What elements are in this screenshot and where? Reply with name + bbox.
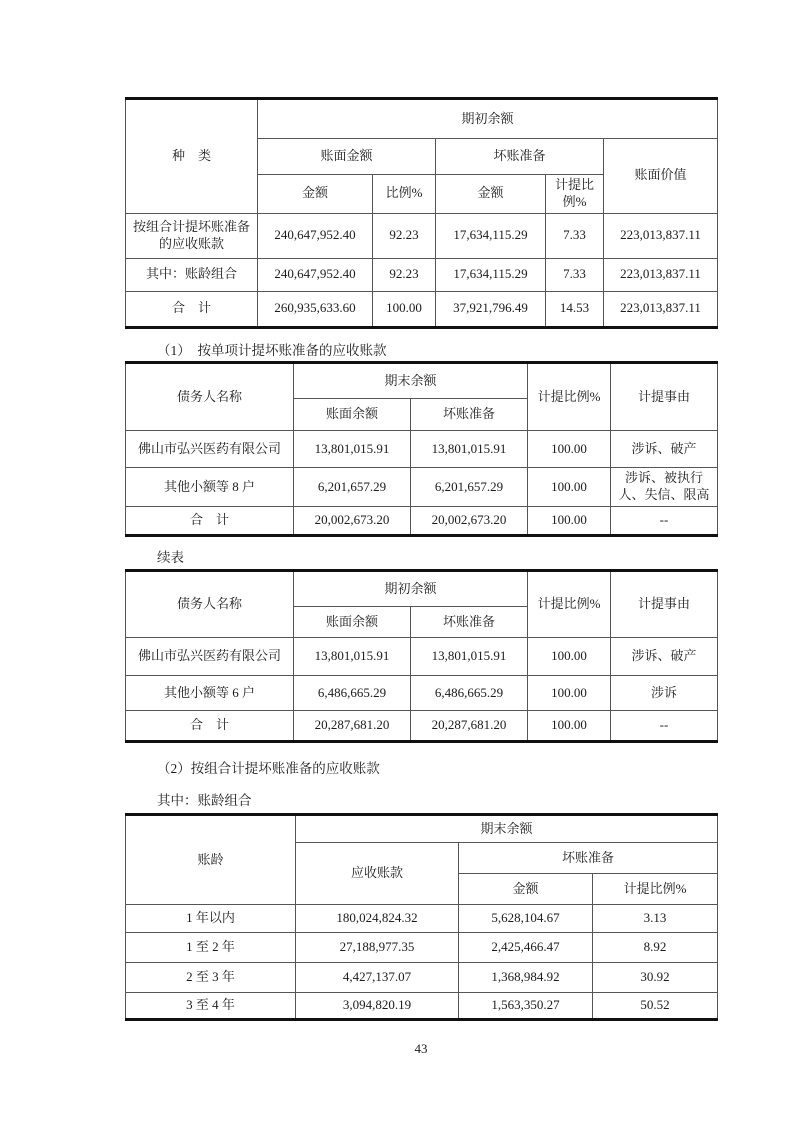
table-provision-summary: [125, 97, 718, 329]
cell-provision-ratio: 8.92: [593, 933, 718, 963]
cell-bad-debt: 6,201,657.29: [411, 468, 528, 507]
cell-bad-debt-amount: 37,921,796.49: [436, 291, 546, 327]
table-row: [126, 993, 718, 1020]
column-header-opening-balance: 期初余额: [258, 99, 718, 139]
cell-debtor: 佛山市弘兴医药有限公司: [126, 638, 294, 676]
caption-aging-portfolio: 其中：账龄组合: [157, 793, 252, 808]
cell-reason: 涉诉、被执行人、失信、限高: [611, 468, 718, 507]
cell-book-balance: 6,201,657.29: [294, 468, 411, 507]
cell-receivable: 180,024,824.32: [296, 905, 459, 933]
table-row: [126, 638, 718, 676]
cell-age: 1 年以内: [126, 905, 296, 933]
table-row: [126, 933, 718, 963]
cell-bad-debt-amount: 5,628,104.67: [459, 905, 593, 933]
cell-book-balance: 20,002,673.20: [294, 507, 411, 536]
column-header-debtor: 债务人名称: [126, 363, 294, 431]
cell-receivable: 3,094,820.19: [296, 993, 459, 1020]
column-header-book-amount: 账面金额: [258, 139, 436, 175]
page-number: 43: [414, 1041, 428, 1056]
table-header-row: [126, 571, 718, 607]
cell-bad-debt: 13,801,015.91: [411, 638, 528, 676]
cell-provision-ratio: 7.33: [546, 258, 604, 291]
column-header-book-balance: 账面余额: [294, 607, 411, 638]
column-header-book-balance: 账面余额: [294, 399, 411, 431]
table-total-row: [126, 291, 718, 327]
cell-bad-debt-amount: 2,425,466.47: [459, 933, 593, 963]
cell-debtor: 佛山市弘兴医药有限公司: [126, 431, 294, 468]
cell-bad-debt: 6,486,665.29: [411, 676, 528, 711]
cell-kind: 合 计: [126, 291, 258, 327]
cell-debtor: 合 计: [126, 711, 294, 742]
cell-book-balance: 13,801,015.91: [294, 638, 411, 676]
cell-book-value: 223,013,837.11: [604, 213, 718, 258]
column-header-age: 账龄: [126, 815, 296, 905]
cell-bad-debt: 20,287,681.20: [411, 711, 528, 742]
cell-provision-ratio: 100.00: [528, 468, 611, 507]
caption-continued-table: 续表: [157, 550, 184, 565]
column-header-reason: 计提事由: [611, 363, 718, 431]
column-header-reason: 计提事由: [611, 571, 718, 638]
cell-reason: 涉诉、破产: [611, 638, 718, 676]
cell-bad-debt: 13,801,015.91: [411, 431, 528, 468]
cell-age: 1 至 2 年: [126, 933, 296, 963]
column-header-provision-ratio: 计提比例%: [593, 874, 718, 905]
column-header-amount: 金额: [436, 175, 546, 214]
cell-provision-ratio: 30.92: [593, 963, 718, 993]
cell-book-value: 223,013,837.11: [604, 291, 718, 327]
cell-debtor: 其他小额等 8 户: [126, 468, 294, 507]
column-header-provision-ratio: 计提比例%: [528, 363, 611, 431]
column-header-provision-ratio: 计提比例%: [528, 571, 611, 638]
cell-bad-debt-amount: 1,368,984.92: [459, 963, 593, 993]
cell-amount: 240,647,952.40: [258, 258, 373, 291]
cell-provision-ratio: 7.33: [546, 213, 604, 258]
cell-provision-ratio: 100.00: [528, 711, 611, 742]
table-total-row: [126, 711, 718, 742]
table-row: [126, 258, 718, 291]
column-header-amount: 金额: [459, 874, 593, 905]
column-header-amount: 金额: [258, 175, 373, 214]
cell-receivable: 4,427,137.07: [296, 963, 459, 993]
cell-provision-ratio: 14.53: [546, 291, 604, 327]
cell-receivable: 27,188,977.35: [296, 933, 459, 963]
cell-bad-debt-amount: 17,634,115.29: [436, 213, 546, 258]
cell-bad-debt: 20,002,673.20: [411, 507, 528, 536]
cell-bad-debt-amount: 17,634,115.29: [436, 258, 546, 291]
table-row: [126, 963, 718, 993]
cell-book-value: 223,013,837.11: [604, 258, 718, 291]
column-header-kind: 种 类: [126, 99, 258, 214]
cell-reason: --: [611, 711, 718, 742]
table-header-row: [126, 815, 718, 843]
cell-provision-ratio: 100.00: [528, 431, 611, 468]
table-row: [126, 676, 718, 711]
cell-reason: --: [611, 507, 718, 536]
table-row: [126, 468, 718, 507]
cell-book-balance: 13,801,015.91: [294, 431, 411, 468]
column-header-bad-debt: 坏账准备: [411, 607, 528, 638]
cell-provision-ratio: 100.00: [528, 676, 611, 711]
table-total-row: [126, 507, 718, 536]
table-aging-provision: [125, 813, 718, 1021]
cell-ratio: 100.00: [373, 291, 436, 327]
cell-kind: 按组合计提坏账准备的应收账款: [126, 213, 258, 258]
column-header-closing-balance: 期末余额: [294, 363, 528, 399]
table-individual-provision: [125, 361, 718, 537]
table-row: [126, 431, 718, 468]
table-row: [126, 213, 718, 258]
cell-amount: 240,647,952.40: [258, 213, 373, 258]
cell-age: 3 至 4 年: [126, 993, 296, 1020]
column-header-bad-debt: 坏账准备: [436, 139, 604, 175]
cell-provision-ratio: 50.52: [593, 993, 718, 1020]
cell-provision-ratio: 100.00: [528, 638, 611, 676]
cell-book-balance: 20,287,681.20: [294, 711, 411, 742]
cell-ratio: 92.23: [373, 258, 436, 291]
cell-book-balance: 6,486,665.29: [294, 676, 411, 711]
cell-kind: 其中：账龄组合: [126, 258, 258, 291]
column-header-opening-balance: 期初余额: [294, 571, 528, 607]
cell-ratio: 92.23: [373, 213, 436, 258]
column-header-bad-debt: 坏账准备: [411, 399, 528, 431]
column-header-bad-debt: 坏账准备: [459, 843, 718, 874]
cell-reason: 涉诉: [611, 676, 718, 711]
cell-debtor: 其他小额等 6 户: [126, 676, 294, 711]
column-header-receivable: 应收账款: [296, 843, 459, 905]
column-header-book-value: 账面价值: [604, 139, 718, 214]
cell-amount: 260,935,633.60: [258, 291, 373, 327]
caption-individual-provision: （1） 按单项计提坏账准备的应收账款: [157, 343, 387, 358]
column-header-ratio: 比例%: [373, 175, 436, 214]
cell-provision-ratio: 3.13: [593, 905, 718, 933]
cell-bad-debt-amount: 1,563,350.27: [459, 993, 593, 1020]
caption-portfolio-provision: （2）按组合计提坏账准备的应收账款: [157, 761, 380, 776]
cell-debtor: 合 计: [126, 507, 294, 536]
cell-reason: 涉诉、破产: [611, 431, 718, 468]
column-header-closing-balance: 期末余额: [296, 815, 718, 843]
column-header-debtor: 债务人名称: [126, 571, 294, 638]
cell-age: 2 至 3 年: [126, 963, 296, 993]
column-header-provision-ratio: 计提比例%: [546, 175, 604, 214]
table-row: [126, 905, 718, 933]
table-header-row: [126, 363, 718, 399]
table-header-row: [126, 99, 718, 139]
table-individual-provision-continued: [125, 569, 718, 743]
cell-provision-ratio: 100.00: [528, 507, 611, 536]
